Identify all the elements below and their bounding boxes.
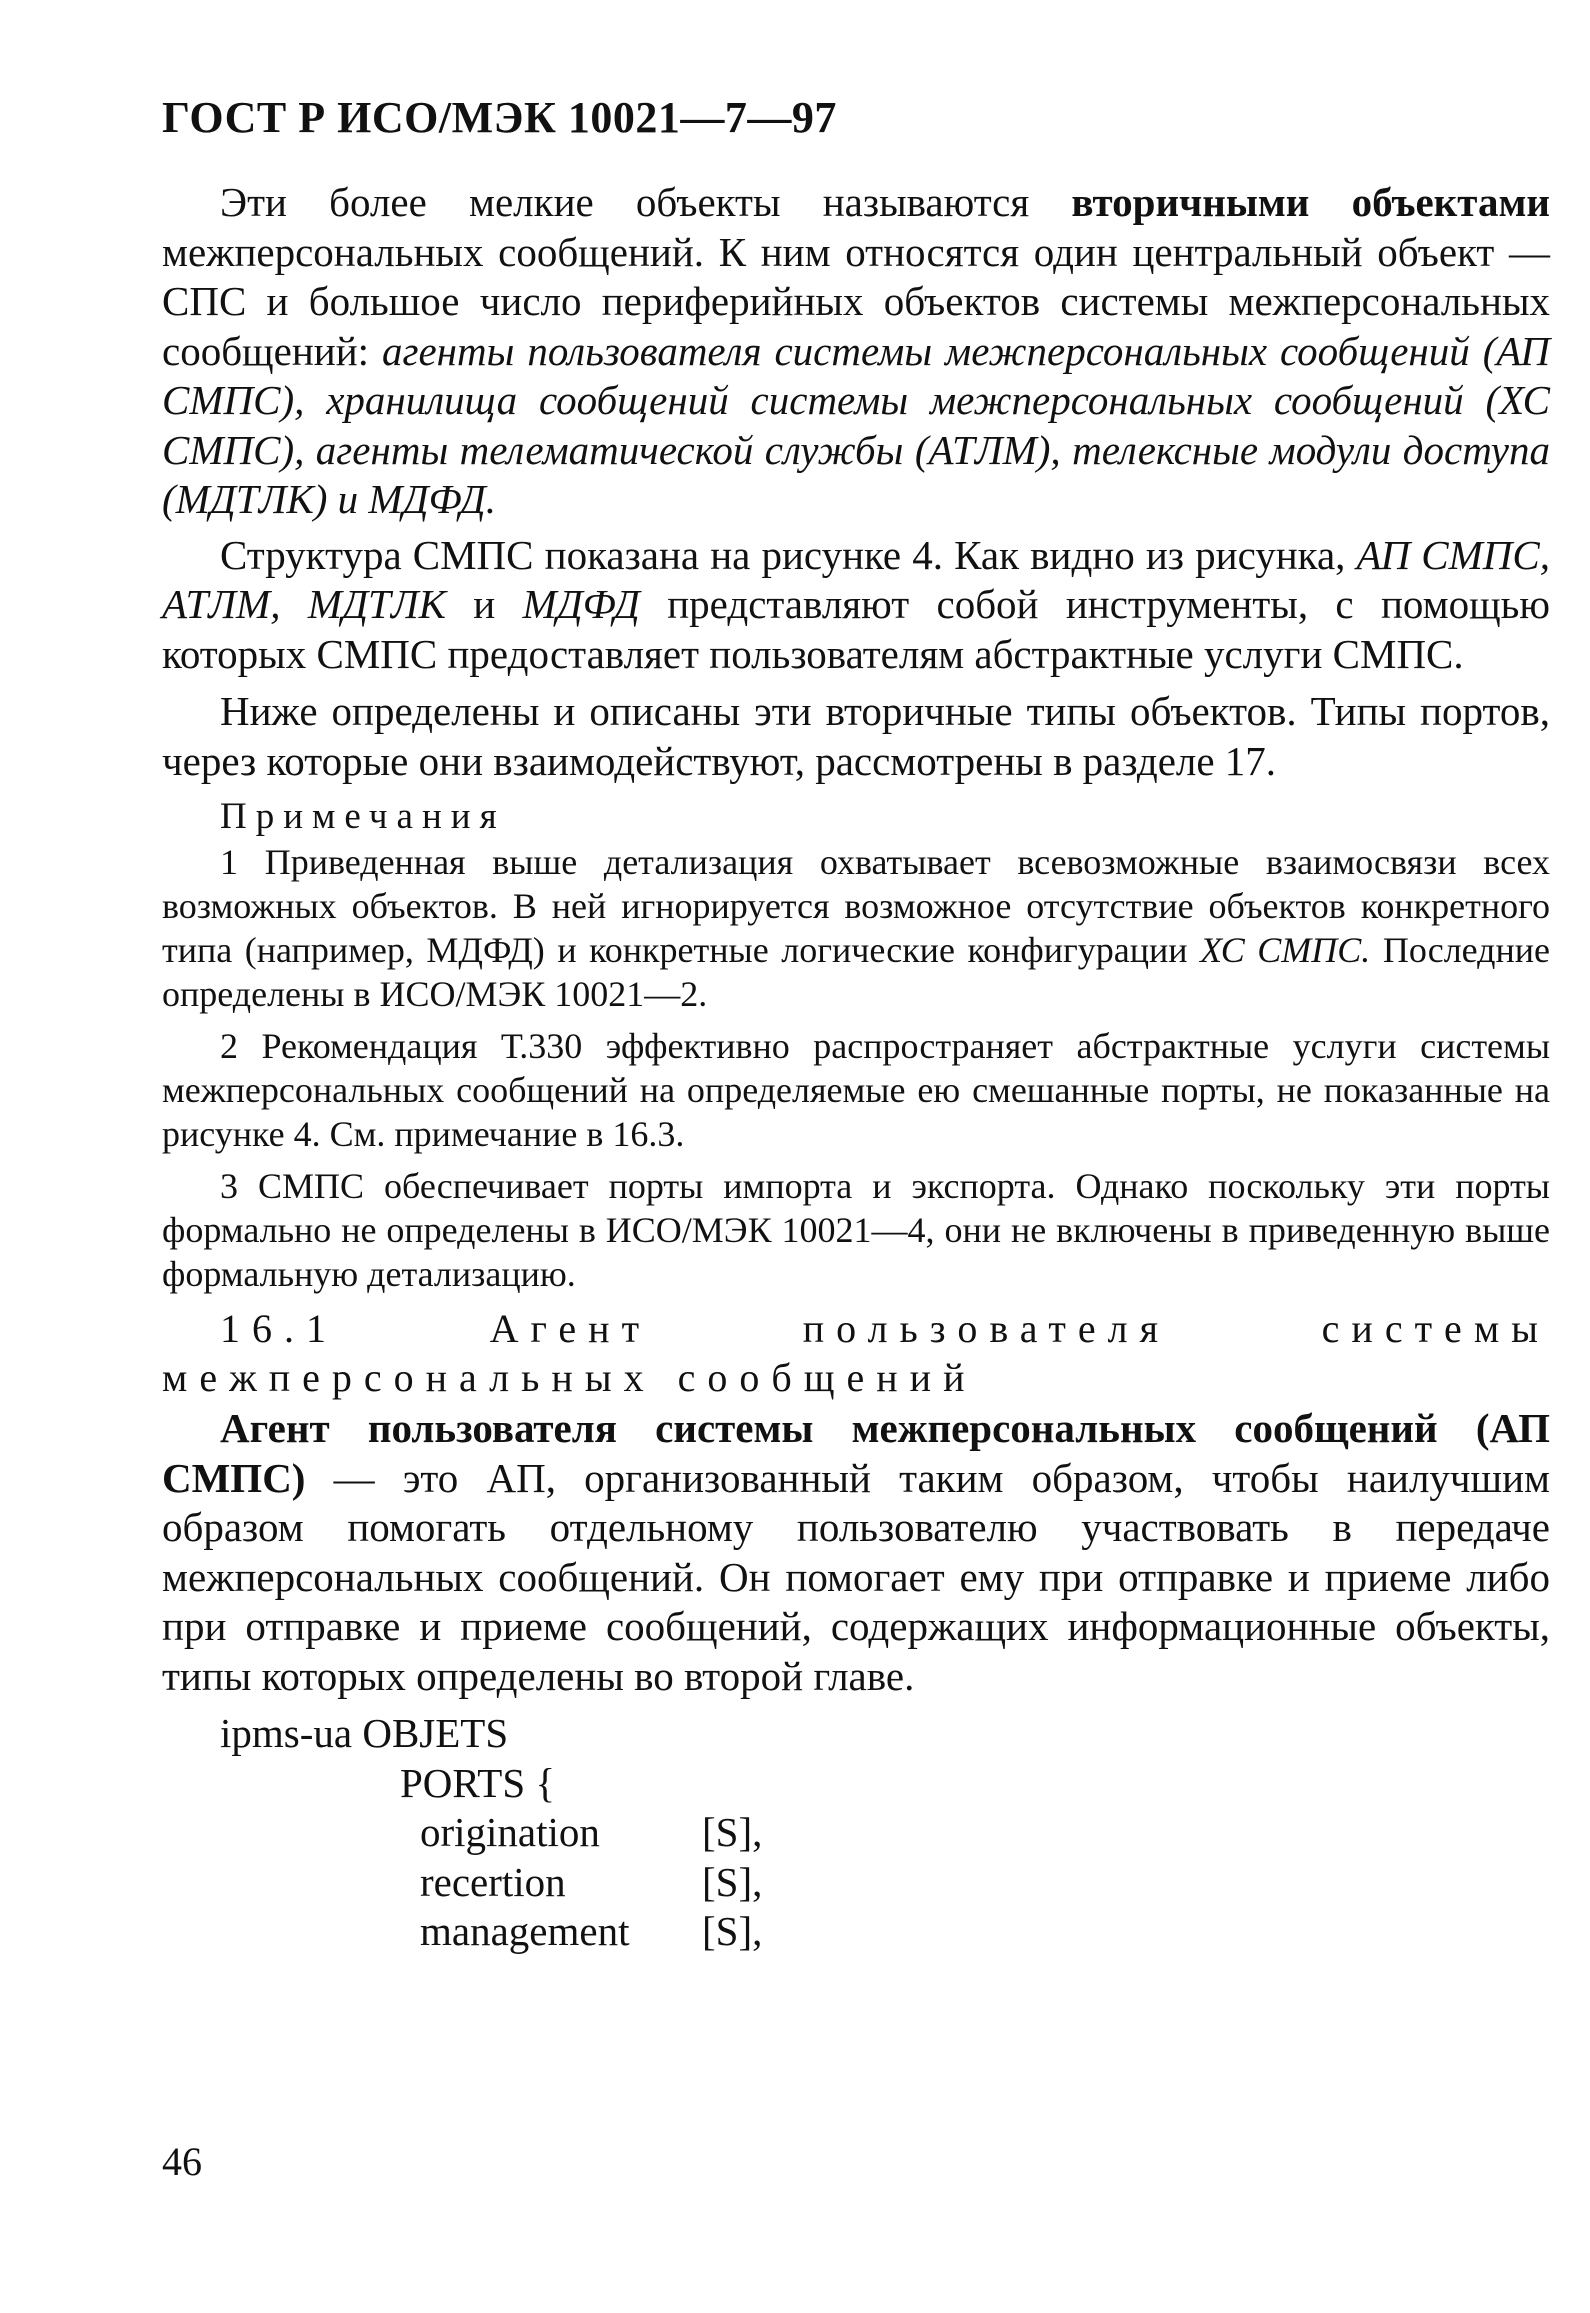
text-run: межперсональных сообщений. К ним относятся один центральный объект — СПС и большое число периферийных объектов системы межперсональных сообщений: <box>162 228 1550 374</box>
text-run: Последние определены в ИСО/МЭК 10021—2. <box>162 930 1550 1014</box>
text-run: представляют собой инструменты, с помощью которых СМПС предоставляет пользователям абстрактные услуги СМПС. <box>162 581 1550 677</box>
code-line: PORTS { <box>400 1759 556 1806</box>
bold-term: Агент пользователя системы межперсональных сообщений (АП СМПС) <box>162 1405 1550 1501</box>
page-body <box>162 178 1550 1957</box>
paragraph-user-agent <box>162 1404 1550 1701</box>
page-number: 46 <box>162 2139 202 2184</box>
port-value: [S], <box>702 1858 763 1905</box>
italic-list: агенты пользователя системы межперсональных сообщений (АП СМПС), хранилища сообщений системы межперсональных сообщений (ХС СМПС), агенты телематической службы (АТЛМ), телексные модули доступа (МДТЛК) и МДФД. <box>162 327 1550 522</box>
code-row <box>420 1858 1550 1908</box>
note-2: 2 Рекомендация Т.330 эффективно распространяет абстрактные услуги системы межперсональных сообщений на определяемые ею смешанные порты, не показанные на рисунке 4. См. примечание в 16.3. <box>162 1026 1550 1154</box>
port-name: origination <box>420 1809 600 1855</box>
notes-heading: Примечания <box>220 796 506 837</box>
port-name: management <box>420 1908 630 1954</box>
document-header: ГОСТ Р ИСО/МЭК 10021—7—97 <box>162 93 837 142</box>
text-run: — это АП, организованный таким образом, чтобы наилучшим образом помогать отдельному пользователю участвовать в передаче межперсональных сообщений. Он помогает ему при отправке и приеме либо при отправке и приеме сообщений, содержащих информационные объекты, типы которых определены во второй главе. <box>162 1454 1550 1699</box>
port-name: recertion <box>420 1858 566 1905</box>
code-line: ipms-ua OBJETS <box>220 1710 509 1756</box>
paragraph-structure <box>162 531 1550 680</box>
code-row <box>420 1808 1550 1858</box>
text-run: Структура СМПС показана на рисунке 4. Как видно из рисунка, <box>220 531 1357 578</box>
section-heading: 16.1 Агент пользователя системы межперсональных сообщений <box>162 1306 1550 1400</box>
text-run: Эти более мелкие объекты называются <box>220 179 1072 225</box>
italic-term: ХС СМПС. <box>1200 930 1371 970</box>
code-block <box>220 1709 1550 1957</box>
italic-term: МДФД <box>522 581 640 627</box>
text-run: 1 Приведенная выше детализация охватывает всевозможные взаимосвязи всех возможных объектов. В ней игнорируется возможное отсутствие объектов конкретного типа (например, МДФД) и конкретные логические конфигурации <box>162 842 1550 970</box>
paragraph-secondary-objects <box>162 178 1550 525</box>
note-1 <box>162 840 1550 1016</box>
port-value: [S], <box>702 1908 763 1954</box>
code-row <box>420 1907 1550 1957</box>
paragraph-types: Ниже определены и описаны эти вторичные типы объектов. Типы портов, через которые они взаимодействуют, рассмотрены в разделе 17. <box>162 688 1550 784</box>
note-3: 3 СМПС обеспечивает порты импорта и экспорта. Однако поскольку эти порты формально не определены в ИСО/МЭК 10021—4, они не включены в приведенную выше формальную детализацию. <box>162 1166 1550 1294</box>
port-value: [S], <box>702 1809 763 1855</box>
italic-terms: АП СМПС, АТЛМ, МДТЛК <box>162 531 1551 627</box>
bold-term: вторичными объектами <box>1071 179 1550 225</box>
text-run: и <box>445 581 523 627</box>
